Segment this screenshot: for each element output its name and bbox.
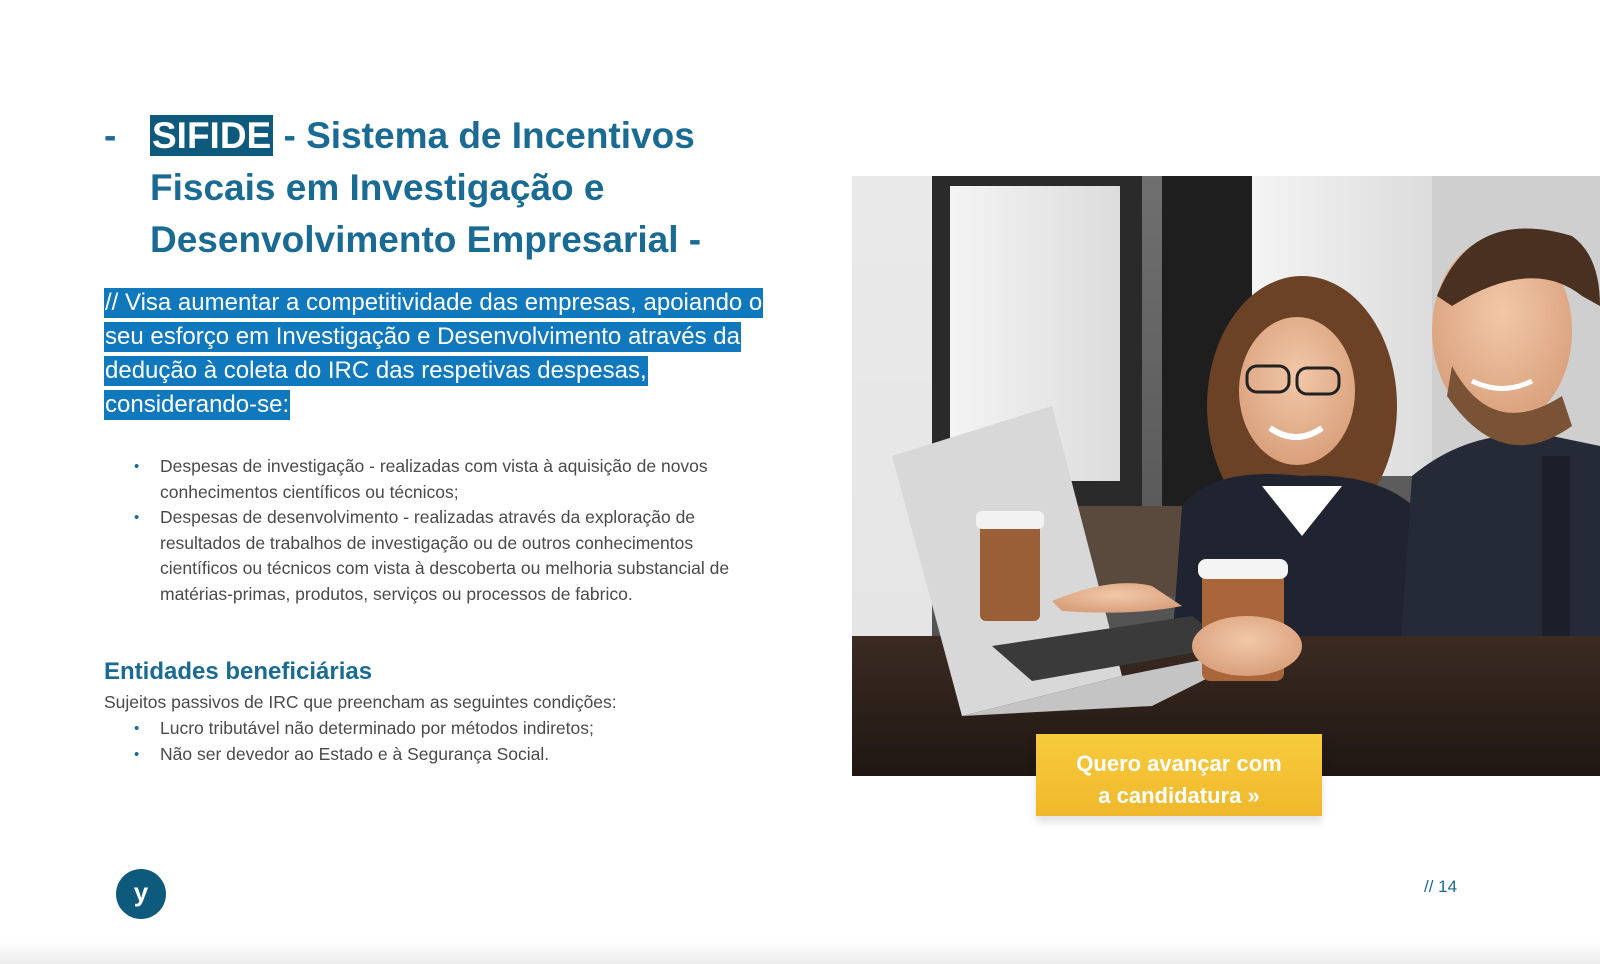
cta-line-2: a candidatura » (1098, 783, 1260, 808)
entities-list (134, 716, 764, 767)
list-item: • Despesas de desenvolvimento - realizadas através da exploração de resultados de trabalhos de investigação ou de outros conhecimentos científicos ou técnicos com vista à descoberta ou melhoria substancial de matérias-primas, produtos, serviços ou processos de fabrico. (134, 505, 764, 607)
entities-heading: Entidades beneficiárias (104, 658, 373, 685)
title-dash: - (104, 115, 117, 156)
apply-cta-button[interactable] (1036, 734, 1322, 816)
title-rest: - Sistema de Incentivos Fiscais em Investigação e Desenvolvimento Empresarial - (150, 115, 702, 260)
intro-paragraph (104, 286, 764, 422)
brand-logo: y (116, 869, 166, 919)
title-text (150, 110, 770, 266)
page-number: // 14 (1424, 877, 1458, 896)
entities-intro: Sujeitos passivos de IRC que preencham as seguintes condições: (104, 692, 617, 712)
title-acronym: SIFIDE (152, 115, 272, 156)
bottom-shade (0, 942, 1600, 964)
list-item: • Não ser devedor ao Estado e à Segurança Social. (134, 742, 764, 768)
cta-line-1: Quero avançar com (1076, 751, 1282, 776)
expenses-list (134, 454, 764, 607)
business-people-laptop-photo (852, 176, 1600, 776)
intro-text: // Visa aumentar a competitividade das empresas, apoiando o seu esforço em Investigação e Desenvolvimento através da dedução à coleta do IRC das respetivas despesas, considerando-se: (105, 289, 763, 418)
list-item: • Despesas de investigação - realizadas com vista à aquisição de novos conhecimentos científicos ou técnicos; (134, 454, 764, 505)
list-item: • Lucro tributável não determinado por métodos indiretos; (134, 716, 764, 742)
